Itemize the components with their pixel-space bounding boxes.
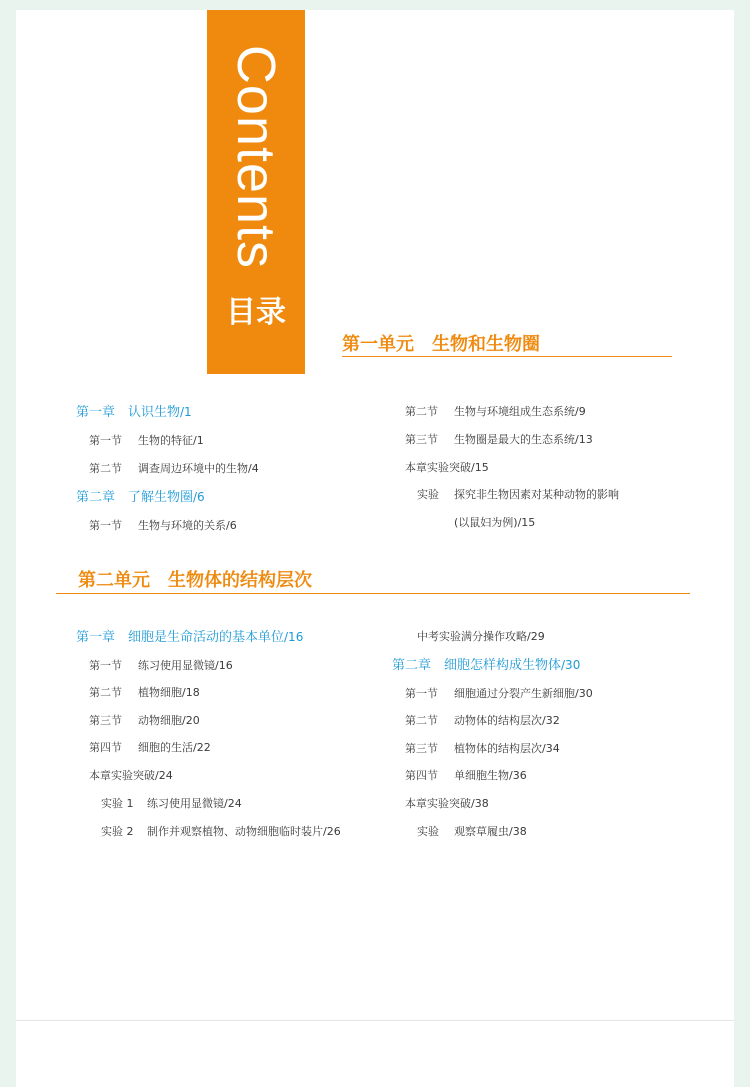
toc-item[interactable]: 第一节 细胞通过分裂产生新细胞/30 xyxy=(405,687,593,700)
unit-1-underline xyxy=(342,356,672,357)
toc-item[interactable]: 第一节 生物与环境的关系/6 xyxy=(89,519,237,532)
toc-item[interactable]: 实验 观察草履虫/38 xyxy=(417,825,527,838)
toc-item[interactable]: 第一节 生物的特征/1 xyxy=(89,434,204,447)
toc-item[interactable]: 本章实验突破/15 xyxy=(405,461,489,474)
contents-banner xyxy=(207,10,305,374)
toc-chapter[interactable]: 第二章 细胞怎样构成生物体/30 xyxy=(392,658,581,673)
toc-item[interactable]: 实验 探究非生物因素对某种动物的影响 xyxy=(417,488,619,501)
toc-item[interactable]: 本章实验突破/24 xyxy=(89,769,173,782)
toc-item[interactable]: 第一节 练习使用显微镜/16 xyxy=(89,659,233,672)
toc-item[interactable]: 第四节 单细胞生物/36 xyxy=(405,769,527,782)
toc-item[interactable]: 第三节 植物体的结构层次/34 xyxy=(405,742,560,755)
toc-item[interactable]: 第二节 调查周边环境中的生物/4 xyxy=(89,462,259,475)
page xyxy=(16,10,734,1087)
unit-2-title: 第二单元 生物体的结构层次 xyxy=(78,570,312,591)
toc-chapter[interactable]: 第一章 认识生物/1 xyxy=(76,405,192,420)
toc-item[interactable]: 第二节 生物与环境组成生态系统/9 xyxy=(405,405,586,418)
toc-item[interactable]: 第四节 细胞的生活/22 xyxy=(89,741,211,754)
toc-item[interactable]: 本章实验突破/38 xyxy=(405,797,489,810)
toc-item[interactable]: 第三节 动物细胞/20 xyxy=(89,714,200,727)
toc-item[interactable]: 第二节 动物体的结构层次/32 xyxy=(405,714,560,727)
toc-chapter[interactable]: 第一章 细胞是生命活动的基本单位/16 xyxy=(76,630,304,645)
page-divider xyxy=(16,1020,734,1021)
banner-chinese-title: 目录 xyxy=(226,295,286,330)
toc-item[interactable]: 实验 2 制作并观察植物、动物细胞临时装片/26 xyxy=(101,825,341,838)
unit-2-underline xyxy=(56,593,690,594)
toc-chapter[interactable]: 第二章 了解生物圈/6 xyxy=(76,490,205,505)
banner-english-title: Contents xyxy=(226,44,287,270)
toc-item[interactable]: 第二节 植物细胞/18 xyxy=(89,686,200,699)
toc-item-continued: (以鼠妇为例)/15 xyxy=(454,516,536,529)
toc-item[interactable]: 第三节 生物圈是最大的生态系统/13 xyxy=(405,433,593,446)
toc-item[interactable]: 实验 1 练习使用显微镜/24 xyxy=(101,797,242,810)
toc-item[interactable]: 中考实验满分操作攻略/29 xyxy=(417,630,545,643)
unit-1-title: 第一单元 生物和生物圈 xyxy=(342,334,540,355)
